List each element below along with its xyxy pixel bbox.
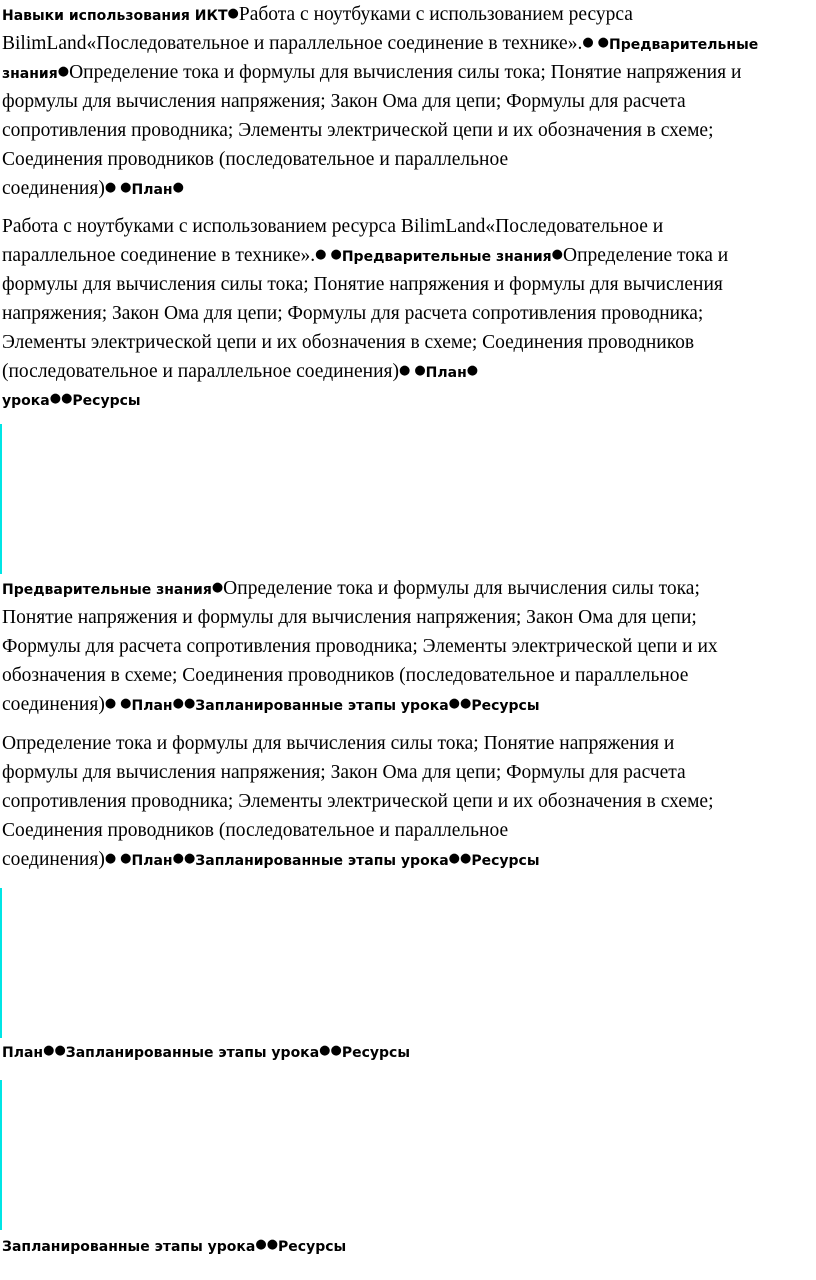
- text: соединения): [2, 694, 105, 715]
- label-plan: План: [2, 1045, 44, 1061]
- black-dot-icon: ●: [315, 247, 327, 262]
- text: сопротивления проводника; Элементы электрической цепи и их обозначения в схеме;: [2, 791, 714, 812]
- black-dot-icon: ●: [551, 247, 564, 262]
- black-dot-icon: ●: [120, 851, 132, 866]
- label-prior-knowledge: знания: [2, 66, 58, 82]
- paragraph-1-line-5: [2, 116, 810, 145]
- paragraph-2-line-5: [2, 328, 810, 357]
- black-dot-icon: ●: [448, 851, 460, 866]
- text: сопротивления проводника; Элементы электрической цепи и их обозначения в схеме;: [2, 120, 714, 141]
- left-accent-bar: [0, 424, 2, 574]
- black-dot-icon: ●: [597, 35, 610, 50]
- label-plan: План: [425, 365, 467, 381]
- black-dot-icon: ●: [398, 363, 411, 378]
- black-dot-icon: ●: [61, 391, 73, 406]
- black-dot-icon: ●: [448, 696, 460, 711]
- paragraph-4-line-3: [2, 787, 810, 816]
- paragraph-4-line-4: [2, 816, 810, 845]
- paragraph-5: [2, 1038, 810, 1067]
- black-dot-icon: ●: [330, 247, 342, 262]
- black-dot-icon: ●: [172, 696, 184, 711]
- label-planned-stages: Запланированные этапы урока: [195, 853, 449, 869]
- paragraph-2-line-6: [2, 357, 810, 386]
- black-dot-icon: ●: [183, 851, 196, 866]
- text: Понятие напряжения и формулы для вычисления напряжения; Закон Ома для цепи;: [2, 607, 697, 628]
- paragraph-4-line-1: [2, 729, 810, 758]
- paragraph-3-line-3: [2, 632, 810, 661]
- black-dot-icon: ●: [460, 696, 472, 711]
- paragraph-2-line-1: [2, 212, 810, 241]
- text: соединения): [2, 178, 105, 199]
- text: Работа с ноутбуками с использованием ресурса BilimLand«Последовательное и: [2, 216, 664, 237]
- paragraph-3-line-1: [2, 574, 810, 603]
- left-accent-bar: [0, 1080, 2, 1230]
- black-dot-icon: ●: [104, 851, 117, 866]
- paragraph-6: [2, 1232, 810, 1261]
- label-planned-stages: Запланированные этапы урока: [65, 1045, 320, 1061]
- paragraph-3: [2, 574, 810, 719]
- text: Определение тока и формулы для вычисления силы тока; Понятие напряжения и: [69, 62, 742, 83]
- black-dot-icon: ●: [460, 851, 472, 866]
- label-lesson: урока: [2, 393, 50, 409]
- paragraph-6-line-1: [2, 1232, 810, 1261]
- paragraph-1-line-4: [2, 87, 810, 116]
- paragraph-2-line-3: [2, 270, 810, 299]
- black-dot-icon: ●: [211, 580, 224, 595]
- text: обозначения в схеме; Соединения проводников (последовательное и параллельное: [2, 665, 689, 686]
- text: BilimLand«Последовательное и параллельное соединение в технике».: [2, 33, 583, 54]
- label-prior-knowledge: Предварительные: [609, 37, 759, 53]
- black-dot-icon: ●: [120, 180, 132, 195]
- text: параллельное соединение в технике».: [2, 245, 316, 266]
- paragraph-2-line-2: [2, 241, 810, 270]
- paragraph-4: [2, 729, 810, 874]
- label-resources: Ресурсы: [72, 393, 141, 409]
- left-accent-bar: [0, 888, 2, 1038]
- text: Формулы для расчета сопротивления проводника; Элементы электрической цепи и их: [2, 636, 718, 657]
- black-dot-icon: ●: [227, 6, 239, 21]
- text: Определение тока и: [563, 245, 729, 266]
- paragraph-4-line-2: [2, 758, 810, 787]
- black-dot-icon: ●: [104, 180, 117, 195]
- text: Определение тока и формулы для вычисления силы тока; Понятие напряжения и: [2, 733, 675, 754]
- label-planned-stages: Запланированные этапы урока: [195, 698, 449, 714]
- paragraph-4-line-5: [2, 845, 810, 874]
- text: формулы для вычисления силы тока; Понятие напряжения и формулы для вычисления: [2, 274, 723, 295]
- black-dot-icon: ●: [172, 851, 184, 866]
- text: Определение тока и формулы для вычисления силы тока;: [223, 578, 700, 599]
- black-dot-icon: ●: [49, 391, 62, 406]
- black-dot-icon: ●: [466, 363, 479, 378]
- black-dot-icon: ●: [183, 696, 196, 711]
- label-plan: План: [131, 853, 173, 869]
- label-prior-knowledge: Предварительные знания: [341, 249, 552, 265]
- paragraph-1-line-1: [2, 0, 810, 29]
- black-dot-icon: ●: [255, 1237, 267, 1252]
- paragraph-1-line-2: [2, 29, 810, 58]
- text: Работа с ноутбуками с использованием ресурса: [238, 4, 633, 25]
- black-dot-icon: ●: [43, 1043, 55, 1058]
- label-planned-stages: Запланированные этапы урока: [2, 1239, 256, 1255]
- black-dot-icon: ●: [172, 180, 184, 195]
- paragraph-1-line-6: [2, 145, 810, 174]
- black-dot-icon: ●: [54, 1043, 66, 1058]
- text: формулы для вычисления напряжения; Закон Ома для цепи; Формулы для расчета: [2, 762, 686, 783]
- paragraph-3-line-2: [2, 603, 810, 632]
- black-dot-icon: ●: [104, 696, 117, 711]
- text: напряжения; Закон Ома для цепи; Формулы для расчета сопротивления проводника;: [2, 303, 704, 324]
- black-dot-icon: ●: [330, 1043, 342, 1058]
- label-plan: План: [131, 698, 173, 714]
- label-resources: Ресурсы: [278, 1239, 347, 1255]
- black-dot-icon: ●: [120, 696, 132, 711]
- paragraph-1-line-3: [2, 58, 810, 87]
- label-resources: Ресурсы: [471, 698, 540, 714]
- paragraph-1-line-7: [2, 174, 810, 203]
- text: (последовательное и параллельное соединения): [2, 361, 399, 382]
- label-resources: Ресурсы: [471, 853, 540, 869]
- text: Соединения проводников (последовательное и параллельное: [2, 820, 509, 841]
- paragraph-1: [2, 0, 810, 203]
- black-dot-icon: ●: [414, 363, 426, 378]
- label-ict-skills: Навыки использования ИКТ: [2, 8, 228, 24]
- paragraph-2: [2, 212, 810, 415]
- paragraph-3-line-5: [2, 690, 810, 719]
- text: Соединения проводников (последовательное и параллельное: [2, 149, 509, 170]
- label-resources: Ресурсы: [341, 1045, 410, 1061]
- label-plan: План: [131, 182, 173, 198]
- label-prior-knowledge: Предварительные знания: [2, 582, 212, 598]
- text: формулы для вычисления напряжения; Закон Ома для цепи; Формулы для расчета: [2, 91, 686, 112]
- paragraph-2-line-4: [2, 299, 810, 328]
- paragraph-2-line-7: [2, 386, 810, 415]
- text: Элементы электрической цепи и их обозначения в схеме; Соединения проводников: [2, 332, 695, 353]
- black-dot-icon: ●: [582, 35, 594, 50]
- black-dot-icon: ●: [319, 1043, 331, 1058]
- black-dot-icon: ●: [266, 1237, 279, 1252]
- paragraph-3-line-4: [2, 661, 810, 690]
- paragraph-5-line-1: [2, 1038, 810, 1067]
- text: соединения): [2, 849, 105, 870]
- black-dot-icon: ●: [57, 64, 70, 79]
